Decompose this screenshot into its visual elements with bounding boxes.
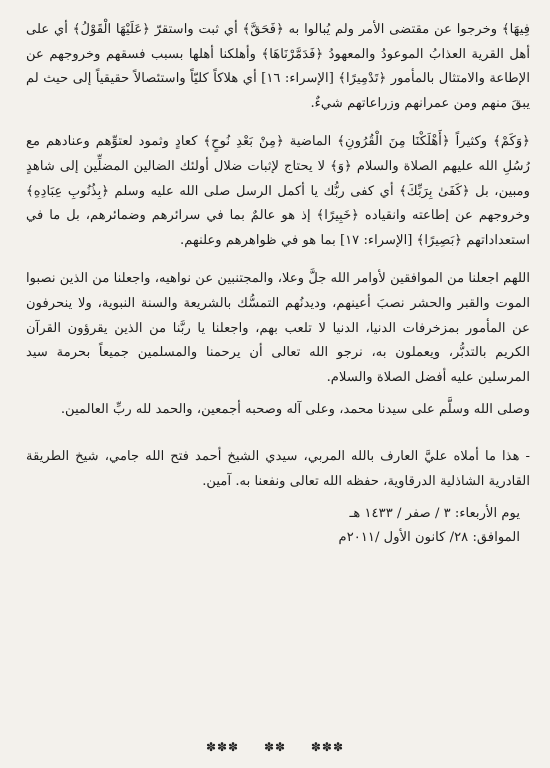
- paragraph-gap: [26, 253, 530, 267]
- ornament-star-icon: ✽✽✽: [205, 740, 240, 754]
- ornament-star-icon: ✽✽✽: [310, 740, 345, 754]
- paragraph-gap: [26, 423, 530, 445]
- end-ornament: [0, 740, 550, 754]
- paragraph-dictation-note: - هذا ما أملاه عليَّ العارف بالله المربي، سيدي الشيخ أحمد فتح الله جامي، شيخ الطريقة القادرية الشاذلية الدرقاوية، حفظه الله تعالى ونفعنا به. آمين.: [26, 448, 530, 489]
- ornament-star-icon: ✽✽: [263, 740, 287, 754]
- paragraph-gap: [26, 494, 530, 502]
- paragraph-tafsir-verse-17: ﴿وَكَمْ﴾ وكثيراً ﴿أَهْلَكْنَا مِنَ الْقُرُونِ﴾ الماضية ﴿مِنْ بَعْدِ نُوحٍ﴾ كعادٍ وثمود لعتوِّهم وعنادهم مع رُسُلِ الله عليهم الصلاة والسلام ﴿وَ﴾ لا يحتاج لإثبات ضلال أولئك الضالين المضلِّين إلى شاهدٍ ومبين، بل ﴿كَفَىٰ بِرَبِّكَ﴾ أي كفى ربُّك يا أكمل الرسل صلى الله عليه وسلم ﴿بِذُنُوبِ عِبَادِهِ﴾ وخروجهم عن إطاعته وانقياده ﴿خَبِيرًا﴾ إذ هو عالمٌ بما في سرائرهم وضمائرهم، بل ما في استعداداتهم ﴿بَصِيرًا﴾ [الإسراء: ١٧] بما هو في ظواهرهم وعلنهم.: [26, 134, 530, 248]
- date-gregorian: الموافق: ٢٨/ كانون الأول /٢٠١١م: [338, 530, 520, 546]
- paragraph-supplication: اللهم اجعلنا من الموافقين لأوامر الله جلَّ وعلا، والمجتنبين عن نواهيه، واجعلنا من الذين نصبوا الموت والقبر والحشر نصبَ أعينهم، وديدنُهم التمسُّك بالشريعة والسنة النبوية، ولا ينحرفون عن المأمور بمزخرفات الدنيا، الدنيا لا تلعب بهم، واجعلنا يا ربَّنا من الذين يقرؤون القرآن الكريم بالتدبُّر، ويعملون به، نرجو الله تعالى أن يرحمنا والمسلمين جميعاً بحرمة سيد المرسلين عليه أفضل الصلاة والسلام.: [26, 271, 530, 385]
- paragraph-gap: [26, 116, 530, 130]
- paragraph-gap: [26, 390, 530, 398]
- paragraph-closing-prayer: وصلى الله وسلَّم على سيدنا محمد، وعلى آله وصحبه أجمعين، والحمد لله ربِّ العالمين.: [60, 402, 530, 418]
- date-hijri: يوم الأربعاء: ٣ / صفر / ١٤٣٣ هـ: [349, 506, 520, 522]
- paragraph-tafsir-verse-16: فِيهَا﴾ وخرجوا عن مقتضى الأمر ولم يُبالوا به ﴿فَحَقَّ﴾ أي ثبت واستقرّ ﴿عَلَيْهَا الْقَوْلُ﴾ أي على أهل القرية العذابُ الموعودُ والمعهودُ ﴿فَدَمَّرْنَاهَا﴾ وأهلكنا أهلها بسبب فسقهم وخروجهم عن الإطاعة والامتثال بالمأمور ﴿تَدْمِيرًا﴾ [الإسراء: ١٦] أي هلاكاً كليّاً واستئصالاً حقيقياً إلى حيث لم يبقَ منهم ومن عمرانهم وزراعاتهم شيءٌ.: [26, 22, 530, 111]
